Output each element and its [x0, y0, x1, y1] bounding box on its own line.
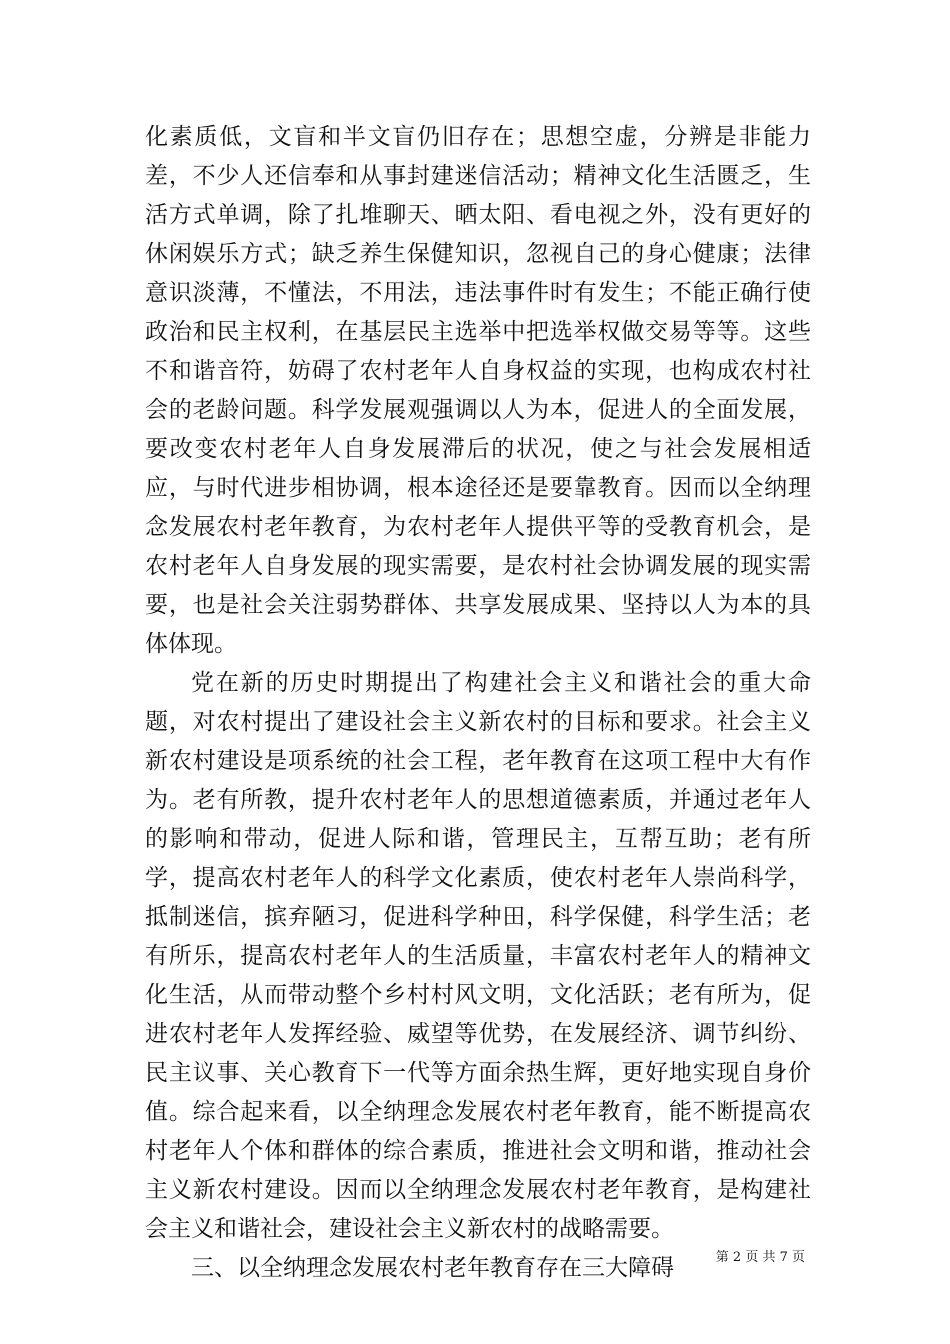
section-heading: 三、以全纳理念发展农村老年教育存在三大障碍: [191, 1255, 674, 1281]
paragraph-continuation: 化素质低，文盲和半文盲仍旧存在；思想空虚，分辨是非能力差，不少人还信奉和从事封建迷信活动；精神文化生活匮乏，生活方式单调，除了扎堆聊天、晒太阳、看电视之外，没有更好的休闲娱乐方式；缺乏养生保健知识，忽视自己的身心健康；法律意识淡薄，不懂法，不用法，违法事件时有发生；不能正确行使政治和民主权利，在基层民主选举中把选举权做交易等等。这些不和谐音符，妨碍了农村老年人自身权益的实现，也构成农村社会的老龄问题。科学发展观强调以人为本，促进人的全面发展，要改变农村老年人自身发展滞后的状况，使之与社会发展相适应，与时代进步相协调，根本途径还是要靠教育。因而以全纳理念发展农村老年教育，为农村老年人提供平等的受教育机会，是农村老年人自身发展的现实需要，是农村社会协调发展的现实需要，也是社会关注弱势群体、共享发展成果、坚持以人为本的具体体现。: [145, 124, 811, 657]
page-number-footer: 第 2 页 共 7 页: [715, 1250, 805, 1265]
document-body: [145, 118, 811, 1288]
paragraph-harmonious-society: 党在新的历史时期提出了构建社会主义和谐社会的重大命题，对农村提出了建设社会主义新农村的目标和要求。社会主义新农村建设是项系统的社会工程，老年教育在这项工程中大有作为。老有所教，提升农村老年人的思想道德素质，并通过老年人的影响和带动，促进人际和谐，管理民主，互帮互助；老有所学，提高农村老年人的科学文化素质，使农村老年人崇尚科学，抵制迷信，摈弃陋习，促进科学种田，科学保健，科学生活；老有所乐，提高农村老年人的生活质量，丰富农村老年人的精神文化生活，从而带动整个乡村村风文明，文化活跃；老有所为，促进农村老年人发挥经验、威望等优势，在发展经济、调节纠纷、民主议事、关心教育下一代等方面余热生辉，更好地实现自身价值。综合起来看，以全纳理念发展农村老年教育，能不断提高农村老年人个体和群体的综合素质，推进社会文明和谐，推动社会主义新农村建设。因而以全纳理念发展农村老年教育，是构建社会主义和谐社会，建设社会主义新农村的战略需要。: [145, 670, 811, 1242]
